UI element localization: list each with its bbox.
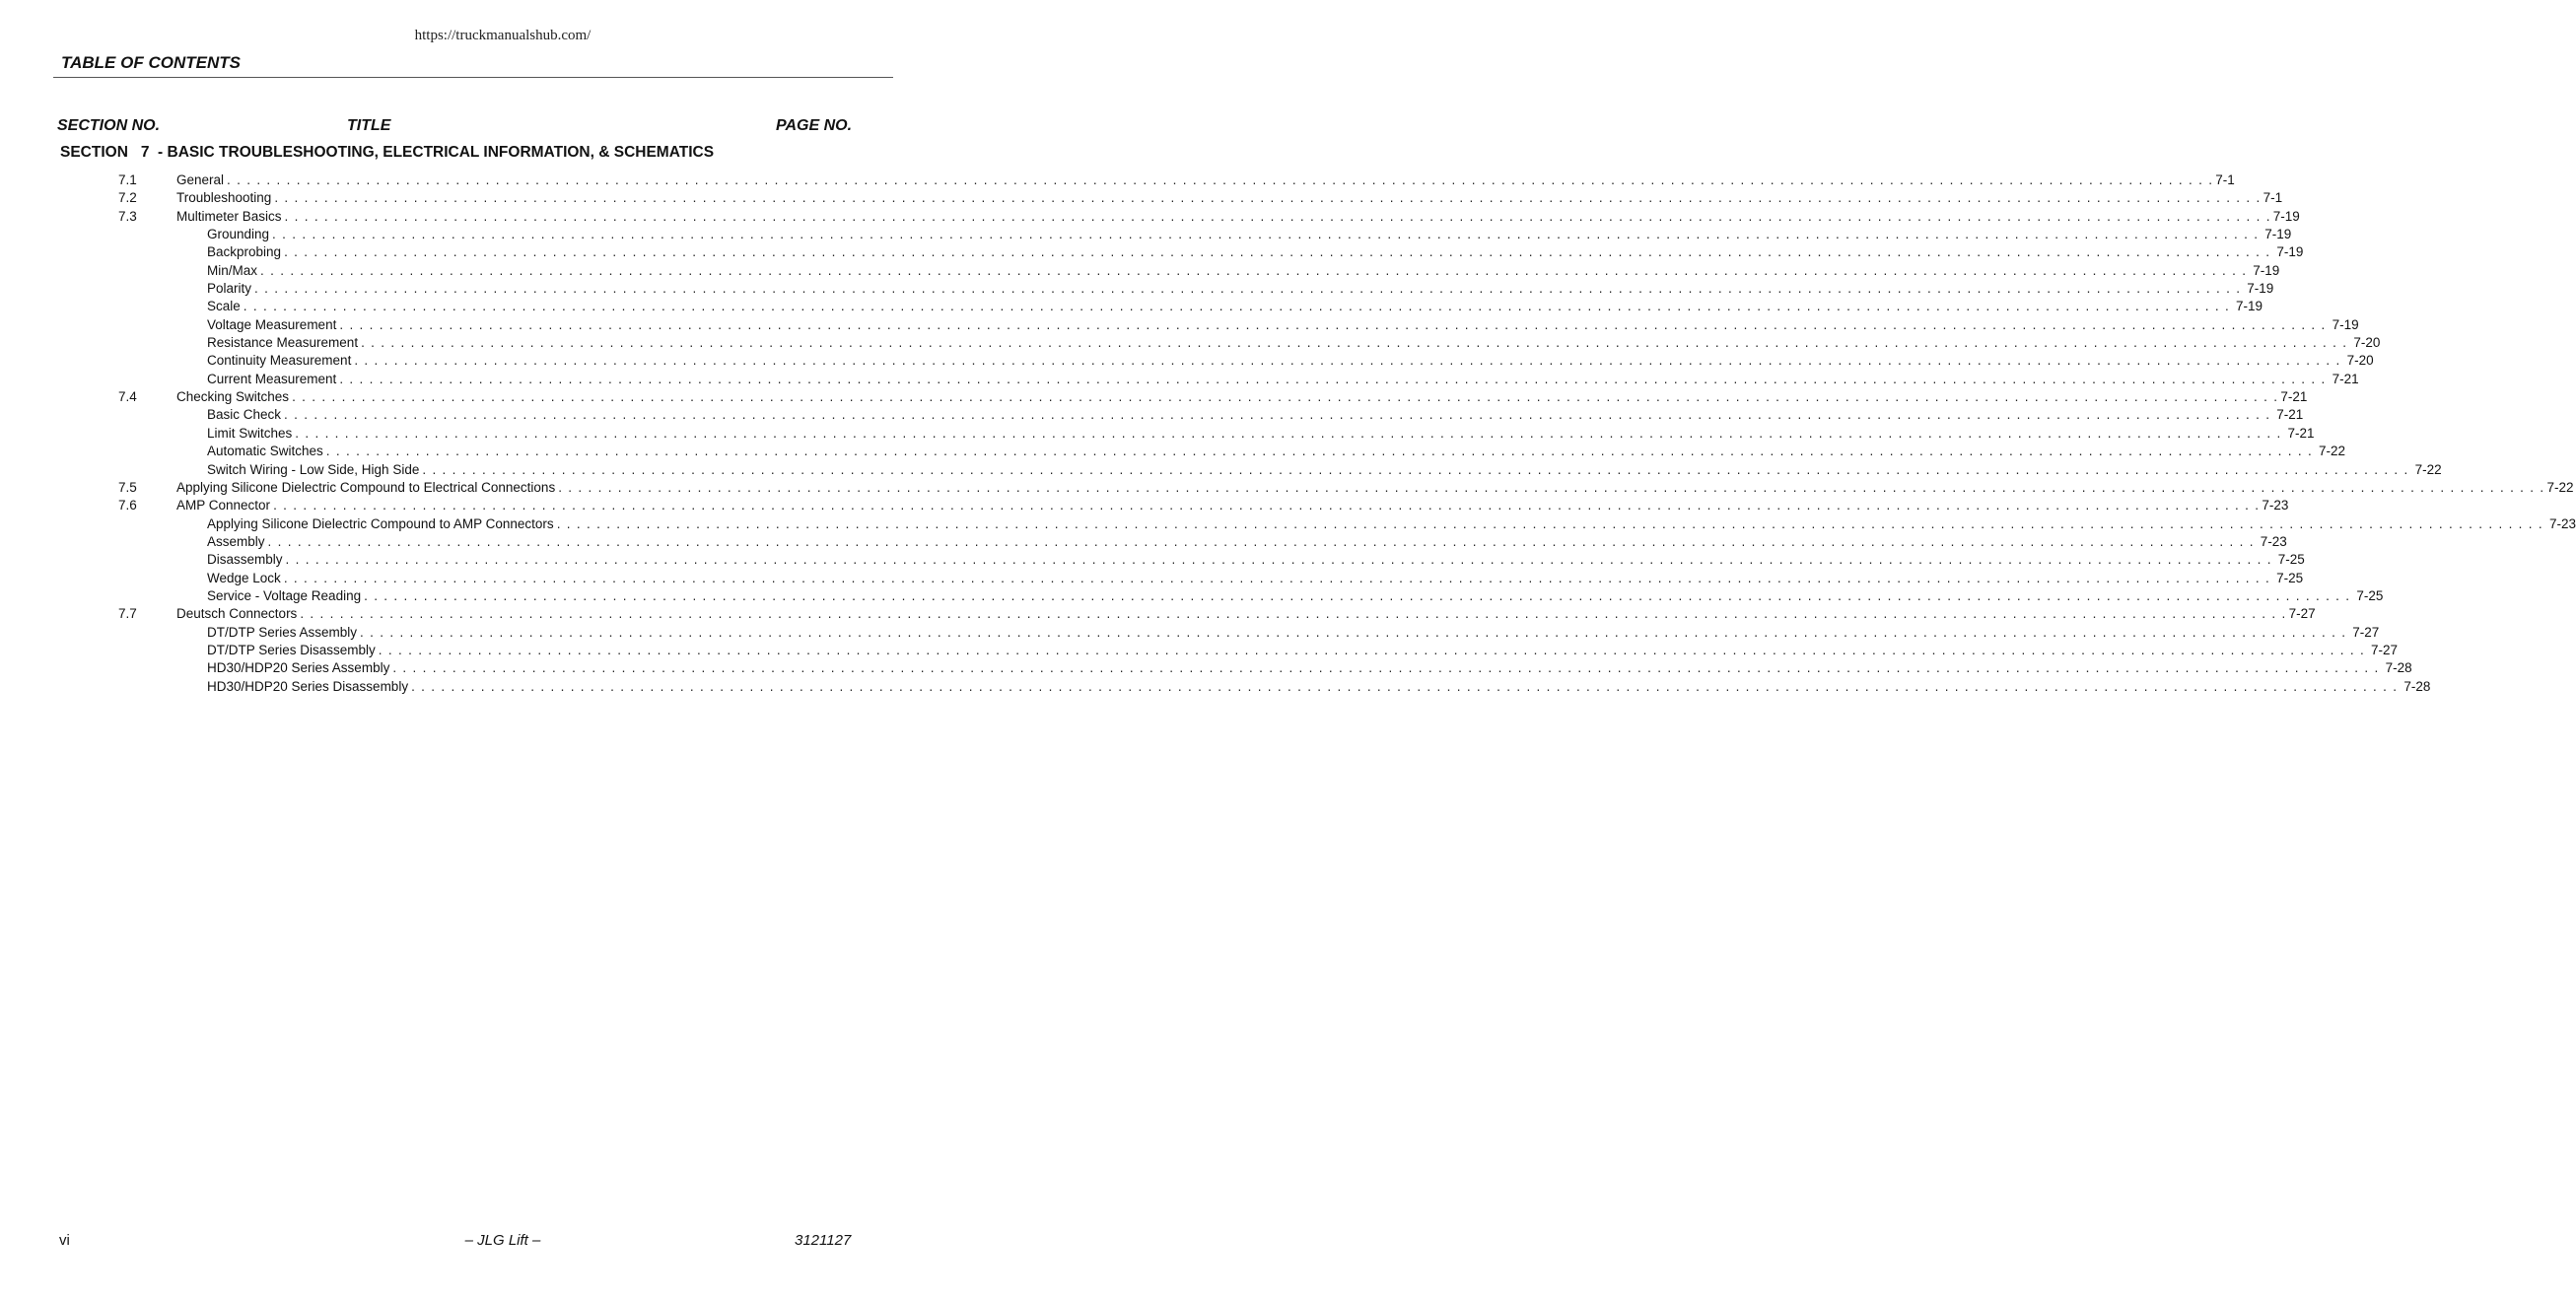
toc-entry-title: AMP Connector (176, 498, 271, 514)
dot-leader: . . . . . . . . . . . . . . . . . . . . . . . . . . . . . . . . . . . . . . . . . . . . . . . . . . . . . . . . . . . . . . . . . . . . . . . . . . . . . . . . . . . . . . . . . . . . . . . . . . . . . . . . . . . . . . . . . . . . . . . . . . . . . . . . . . . . . . . . . . . . . . . . . . . . . . . . . . . . . . . . . . . . . . . . . . . . . . . . . . . . . . . . . . . . . . . . . . . . . . . . (295, 425, 2282, 441)
toc-entry (0, 189, 2283, 207)
toc-entry-line (207, 334, 2381, 352)
footer-page-number: vi (59, 1232, 70, 1249)
toc-entry (0, 659, 2412, 677)
toc-entry (0, 642, 2399, 659)
toc-entry-line (207, 352, 2374, 370)
toc-entry-title: Switch Wiring - Low Side, High Side (207, 461, 420, 477)
toc-entry (0, 371, 2359, 388)
toc-entry-page: 7-25 (2276, 570, 2304, 585)
toc-entry (0, 388, 2308, 406)
toc-entry-page: 7-19 (2332, 316, 2359, 332)
toc-list (0, 171, 2576, 696)
column-header-section: SECTION NO. (57, 117, 161, 134)
source-url: https://truckmanualshub.com/ (414, 28, 592, 43)
toc-entry-number: 7.3 (118, 208, 137, 224)
toc-entry-page: 7-19 (2253, 262, 2280, 278)
toc-entry-line (207, 406, 2304, 424)
toc-entry-line (207, 533, 2287, 551)
toc-entry (0, 551, 2305, 569)
toc-entry-title: Backprobing (207, 244, 282, 260)
toc-entry-title: Deutsch Connectors (176, 606, 298, 622)
column-header-page: PAGE NO. (776, 117, 853, 134)
toc-entry-title: Wedge Lock (207, 570, 281, 585)
dot-leader: . . . . . . . . . . . . . . . . . . . . . . . . . . . . . . . . . . . . . . . . . . . . . . . . . . . . . . . . . . . . . . . . . . . . . . . . . . . . . . . . . . . . . . . . . . . . . . . . . . . . . . . . . . . . . . . . . . . . . . . . . . . . . . . . . . . . . . . . . . . . . . . . . . . . . . . . . . . . . . . . . . . . . . . . . . . . . . . . . . . . . . . . . . . . . . . . . . . . . . . . (284, 407, 2271, 423)
toc-entry (0, 171, 2235, 189)
toc-entry-title: Continuity Measurement (207, 353, 352, 369)
toc-entry (0, 280, 2274, 298)
toc-entry-title: Assembly (207, 533, 265, 549)
dot-leader: . . . . . . . . . . . . . . . . . . . . . . . . . . . . . . . . . . . . . . . . . . . . . . . . . . . . . . . . . . . . . . . . . . . . . . . . . . . . . . . . . . . . . . . . . . . . . . . . . . . . . . . . . . . . . . . . . . . . . . . . . . . . . . . . . . . . . . . . . . . . . . . . . . . . . . . . . . . . . . . . . . . . . . . . . . . . . . . . . . . . . . . . . . . . . . . . . . . . . . . . (285, 552, 2272, 568)
toc-entry-line (207, 262, 2280, 280)
toc-entry-line (207, 371, 2359, 388)
toc-entry-title: DT/DTP Series Assembly (207, 624, 358, 640)
toc-entry-page: 7-21 (2276, 407, 2304, 423)
toc-entry (0, 316, 2359, 334)
toc-entry-page: 7-19 (2272, 208, 2300, 224)
toc-entry-title: HD30/HDP20 Series Assembly (207, 660, 390, 676)
toc-entry (0, 461, 2442, 479)
toc-entry-line (207, 659, 2412, 677)
toc-entry-page: 7-27 (2288, 606, 2316, 622)
toc-entry (0, 443, 2346, 460)
toc-entry-title: General (176, 172, 225, 187)
toc-entry (0, 479, 2574, 497)
toc-entry-page: 7-27 (2352, 624, 2380, 640)
toc-entry-line (176, 388, 2308, 406)
toc-entry-line (207, 570, 2304, 587)
toc-entry-title: Disassembly (207, 552, 283, 568)
toc-entry-line (176, 479, 2574, 497)
toc-entry-line (207, 461, 2442, 479)
toc-entry-title: Current Measurement (207, 371, 337, 386)
dot-leader: . . . . . . . . . . . . . . . . . . . . . . . . . . . . . . . . . . . . . . . . . . . . . . . . . . . . . . . . . . . . . . . . . . . . . . . . . . . . . . . . . . . . . . . . . . . . . . . . . . . . . . . . . . . . . . . . . . . . . . . . . . . . . . . . . . . . . . . . . . . . . . . . . . . . . . . . . . . . . . . . . . . . . . . . . . . . . . . . . . . . . . . . . . . . . . . . . . . . . . . . (422, 461, 2409, 477)
dot-leader: . . . . . . . . . . . . . . . . . . . . . . . . . . . . . . . . . . . . . . . . . . . . . . . . . . . . . . . . . . . . . . . . . . . . . . . . . . . . . . . . . . . . . . . . . . . . . . . . . . . . . . . . . . . . . . . . . . . . . . . . . . . . . . . . . . . . . . . . . . . . . . . . . . . . . . . . . . . . . . . . . . . . . . . . . . . . . . . . . . . . . . . . . . . . . . . . . . . . . . . . (267, 533, 2255, 549)
dot-leader: . . . . . . . . . . . . . . . . . . . . . . . . . . . . . . . . . . . . . . . . . . . . . . . . . . . . . . . . . . . . . . . . . . . . . . . . . . . . . . . . . . . . . . . . . . . . . . . . . . . . . . . . . . . . . . . . . . . . . . . . . . . . . . . . . . . . . . . . . . . . . . . . . . . . . . . . . . . . . . . . . . . . . . . . . . . . . . . . . . . . . . . . . . . . . . . . . . . . . . . . (339, 371, 2327, 386)
toc-entry-line (176, 208, 2300, 226)
toc-entry-page: 7-23 (2548, 515, 2576, 531)
dot-leader: . . . . . . . . . . . . . . . . . . . . . . . . . . . . . . . . . . . . . . . . . . . . . . . . . . . . . . . . . . . . . . . . . . . . . . . . . . . . . . . . . . . . . . . . . . . . . . . . . . . . . . . . . . . . . . . . . . . . . . . . . . . . . . . . . . . . . . . . . . . . . . . . . . . . . . . . . . . . . . . . . . . . . . . . . . . . . . . . . . . . . . . . . . . . . . . . . . . . . . . . (243, 299, 2231, 314)
toc-entry-page: 7-19 (2247, 281, 2274, 297)
dot-leader: . . . . . . . . . . . . . . . . . . . . . . . . . . . . . . . . . . . . . . . . . . . . . . . . . . . . . . . . . . . . . . . . . . . . . . . . . . . . . . . . . . . . . . . . . . . . . . . . . . . . . . . . . . . . . . . . . . . . . . . . . . . . . . . . . . . . . . . . . . . . . . . . . . . . . . . . . . . . . . . . . . . . . . . . . . . . . . . . . . . . . . . . . . . . . . . . . . . . . . . . (354, 353, 2341, 369)
toc-entry (0, 208, 2300, 226)
dot-leader: . . . . . . . . . . . . . . . . . . . . . . . . . . . . . . . . . . . . . . . . . . . . . . . . . . . . . . . . . . . . . . . . . . . . . . . . . . . . . . . . . . . . . . . . . . . . . . . . . . . . . . . . . . . . . . . . . . . . . . . . . . . . . . . . . . . . . . . . . . . . . . . . . . . . . . . . . . . . . . . . . . . . . . . . . . . . . . . . . . . . . . . . . . . . . . . . . . . . . . . . (392, 660, 2380, 676)
toc-entry (0, 497, 2289, 514)
toc-entry-title: Checking Switches (176, 389, 290, 405)
toc-entry (0, 425, 2315, 443)
dot-leader: . . . . . . . . . . . . . . . . . . . . . . . . . . . . . . . . . . . . . . . . . . . . . . . . . . . . . . . . . . . . . . . . . . . . . . . . . . . . . . . . . . . . . . . . . . . . . . . . . . . . . . . . . . . . . . . . . . . . . . . . . . . . . . . . . . . . . . . . . . . . . . . . . . . . . . . . . . . . . . . . . . . . . . . . . . . . . . . . . . . . . . . . . . . . . . . . . . . . . . . . (411, 678, 2399, 694)
toc-entry-title: DT/DTP Series Disassembly (207, 642, 376, 657)
toc-entry-page: 7-27 (2371, 642, 2399, 657)
dot-leader: . . . . . . . . . . . . . . . . . . . . . . . . . . . . . . . . . . . . . . . . . . . . . . . . . . . . . . . . . . . . . . . . . . . . . . . . . . . . . . . . . . . . . . . . . . . . . . . . . . . . . . . . . . . . . . . . . . . . . . . . . . . . . . . . . . . . . . . . . . . . . . . . . . . . . . . . . . . . . . . . . . . . . . . . . . . . . . . . . . . . . . . . . . . . . . . . . . . . . . . . (364, 587, 2351, 603)
toc-entry-line (176, 171, 2235, 189)
toc-entry (0, 226, 2292, 243)
dot-leader: . . . . . . . . . . . . . . . . . . . . . . . . . . . . . . . . . . . . . . . . . . . . . . . . . . . . . . . . . . . . . . . . . . . . . . . . . . . . . . . . . . . . . . . . . . . . . . . . . . . . . . . . . . . . . . . . . . . . . . . . . . . . . . . . . . . . . . . . . . . . . . . . . . . . . . . . . . . . . . . . . . . . . . . . . . . . . . . . . . . . . . . . . . . . . . . . . . . . . . . . (556, 515, 2543, 531)
toc-entry-title: Voltage Measurement (207, 316, 337, 332)
dot-leader: . . . . . . . . . . . . . . . . . . . . . . . . . . . . . . . . . . . . . . . . . . . . . . . . . . . . . . . . . . . . . . . . . . . . . . . . . . . . . . . . . . . . . . . . . . . . . . . . . . . . . . . . . . . . . . . . . . . . . . . . . . . . . . . . . . . . . . . . . . . . . . . . . . . . . . . . . . . . . . . . . . . . . . . . . . . . . . . . . . . . . . . . . . . . . . . . . . . . . . . . (300, 606, 2287, 622)
toc-entry-line (207, 515, 2576, 533)
dot-leader: . . . . . . . . . . . . . . . . . . . . . . . . . . . . . . . . . . . . . . . . . . . . . . . . . . . . . . . . . . . . . . . . . . . . . . . . . . . . . . . . . . . . . . . . . . . . . . . . . . . . . . . . . . . . . . . . . . . . . . . . . . . . . . . . . . . . . . . . . . . . . . . . . . . . . . . . . . . . . . . . . . . . . . . . . . . . . . . . . . . . . . . . . . . . . . . . . . . . . . . . (283, 570, 2271, 585)
toc-entry-page: 7-22 (2414, 461, 2442, 477)
toc-entry-page: 7-23 (2262, 498, 2289, 514)
toc-entry-page: 7-22 (2546, 479, 2574, 495)
toc-entry-number: 7.1 (118, 172, 137, 187)
dot-leader: . . . . . . . . . . . . . . . . . . . . . . . . . . . . . . . . . . . . . . . . . . . . . . . . . . . . . . . . . . . . . . . . . . . . . . . . . . . . . . . . . . . . . . . . . . . . . . . . . . . . . . . . . . . . . . . . . . . . . . . . . . . . . . . . . . . . . . . . . . . . . . . . . . . . . . . . . . . . . . . . . . . . . . . . . . . . . . . . . . . . . . . . . . . . . . . . . . . . . . . . (558, 479, 2545, 495)
toc-entry (0, 533, 2287, 551)
toc-entry-page: 7-25 (2356, 587, 2384, 603)
toc-entry-line (207, 624, 2380, 642)
toc-entry-line (176, 605, 2316, 623)
toc-entry-line (207, 316, 2359, 334)
toc-entry-page: 7-28 (2403, 678, 2431, 694)
toc-entry (0, 406, 2304, 424)
toc-entry-page: 7-19 (2264, 227, 2292, 242)
toc-entry-line (207, 226, 2292, 243)
dot-leader: . . . . . . . . . . . . . . . . . . . . . . . . . . . . . . . . . . . . . . . . . . . . . . . . . . . . . . . . . . . . . . . . . . . . . . . . . . . . . . . . . . . . . . . . . . . . . . . . . . . . . . . . . . . . . . . . . . . . . . . . . . . . . . . . . . . . . . . . . . . . . . . . . . . . . . . . . . . . . . . . . . . . . . . . . . . . . . . . . . . . . . . . . . . . . . . . . . . . . . . . (360, 624, 2347, 640)
toc-entry-title: Service - Voltage Reading (207, 587, 362, 603)
toc-entry (0, 262, 2280, 280)
toc-entry-page: 7-19 (2276, 244, 2304, 260)
toc-entry-line (207, 551, 2305, 569)
toc-entry-title: Applying Silicone Dielectric Compound to AMP Connectors (207, 515, 554, 531)
toc-entry (0, 678, 2431, 696)
toc-entry-title: Polarity (207, 281, 252, 297)
toc-entry-title: Grounding (207, 227, 270, 242)
toc-entry (0, 587, 2384, 605)
toc-entry-title: Automatic Switches (207, 444, 323, 459)
page-title: TABLE OF CONTENTS (61, 53, 241, 72)
toc-entry-page: 7-23 (2260, 533, 2287, 549)
toc-entry-page: 7-1 (2215, 172, 2235, 187)
toc-entry-title: Troubleshooting (176, 190, 272, 206)
column-header-title: TITLE (347, 117, 391, 134)
toc-entry (0, 352, 2374, 370)
toc-entry (0, 515, 2576, 533)
dot-leader: . . . . . . . . . . . . . . . . . . . . . . . . . . . . . . . . . . . . . . . . . . . . . . . . . . . . . . . . . . . . . . . . . . . . . . . . . . . . . . . . . . . . . . . . . . . . . . . . . . . . . . . . . . . . . . . . . . . . . . . . . . . . . . . . . . . . . . . . . . . . . . . . . . . . . . . . . . . . . . . . . . . . . . . . . . . . . . . . . . . . . . . . . . . . . . . . . . . . . . . . (339, 316, 2327, 332)
dot-leader: . . . . . . . . . . . . . . . . . . . . . . . . . . . . . . . . . . . . . . . . . . . . . . . . . . . . . . . . . . . . . . . . . . . . . . . . . . . . . . . . . . . . . . . . . . . . . . . . . . . . . . . . . . . . . . . . . . . . . . . . . . . . . . . . . . . . . . . . . . . . . . . . . . . . . . . . . . . . . . . . . . . . . . . . . . . . . . . . . . . . . . . . . . . . . . . . . . . . . . . . (378, 642, 2366, 657)
footer-doc-number: 3121127 (795, 1232, 852, 1249)
toc-entry (0, 298, 2263, 315)
toc-entry-title: Multimeter Basics (176, 208, 282, 224)
dot-leader: . . . . . . . . . . . . . . . . . . . . . . . . . . . . . . . . . . . . . . . . . . . . . . . . . . . . . . . . . . . . . . . . . . . . . . . . . . . . . . . . . . . . . . . . . . . . . . . . . . . . . . . . . . . . . . . . . . . . . . . . . . . . . . . . . . . . . . . . . . . . . . . . . . . . . . . . . . . . . . . . . . . . . . . . . . . . . . . . . . . . . . . . . . . . . . . . . . . . . . . . (272, 227, 2260, 242)
toc-entry-title: Scale (207, 299, 241, 314)
dot-leader: . . . . . . . . . . . . . . . . . . . . . . . . . . . . . . . . . . . . . . . . . . . . . . . . . . . . . . . . . . . . . . . . . . . . . . . . . . . . . . . . . . . . . . . . . . . . . . . . . . . . . . . . . . . . . . . . . . . . . . . . . . . . . . . . . . . . . . . . . . . . . . . . . . . . . . . . . . . . . . . . . . . . . . . . . . . . . . . . . . . . . . . . . . . . . . . . . . . . . . . . (292, 389, 2279, 405)
toc-entry-line (207, 425, 2315, 443)
toc-entry-page: 7-20 (2346, 353, 2374, 369)
dot-leader: . . . . . . . . . . . . . . . . . . . . . . . . . . . . . . . . . . . . . . . . . . . . . . . . . . . . . . . . . . . . . . . . . . . . . . . . . . . . . . . . . . . . . . . . . . . . . . . . . . . . . . . . . . . . . . . . . . . . . . . . . . . . . . . . . . . . . . . . . . . . . . . . . . . . . . . . . . . . . . . . . . . . . . . . . . . . . . . . . . . . . . . . . . . . . . . . . . . . . . . . (284, 208, 2271, 224)
toc-entry-page: 7-21 (2287, 425, 2315, 441)
footer-publisher: – JLG Lift – (464, 1232, 541, 1249)
toc-entry (0, 624, 2380, 642)
toc-entry-page: 7-28 (2385, 660, 2412, 676)
toc-entry-title: Min/Max (207, 262, 258, 278)
dot-leader: . . . . . . . . . . . . . . . . . . . . . . . . . . . . . . . . . . . . . . . . . . . . . . . . . . . . . . . . . . . . . . . . . . . . . . . . . . . . . . . . . . . . . . . . . . . . . . . . . . . . . . . . . . . . . . . . . . . . . . . . . . . . . . . . . . . . . . . . . . . . . . . . . . . . . . . . . . . . . . . . . . . . . . . . . . . . . . . . . . . . . . . . . . . . . . . . . . . . . . . . (274, 190, 2262, 206)
dot-leader: . . . . . . . . . . . . . . . . . . . . . . . . . . . . . . . . . . . . . . . . . . . . . . . . . . . . . . . . . . . . . . . . . . . . . . . . . . . . . . . . . . . . . . . . . . . . . . . . . . . . . . . . . . . . . . . . . . . . . . . . . . . . . . . . . . . . . . . . . . . . . . . . . . . . . . . . . . . . . . . . . . . . . . . . . . . . . . . . . . . . . . . . . . . . . . . . . . . . . . . . (325, 444, 2314, 459)
header-divider (53, 77, 893, 78)
dot-leader: . . . . . . . . . . . . . . . . . . . . . . . . . . . . . . . . . . . . . . . . . . . . . . . . . . . . . . . . . . . . . . . . . . . . . . . . . . . . . . . . . . . . . . . . . . . . . . . . . . . . . . . . . . . . . . . . . . . . . . . . . . . . . . . . . . . . . . . . . . . . . . . . . . . . . . . . . . . . . . . . . . . . . . . . . . . . . . . . . . . . . . . . . . . . . . . . . . . . . . . . (260, 262, 2248, 278)
dot-leader: . . . . . . . . . . . . . . . . . . . . . . . . . . . . . . . . . . . . . . . . . . . . . . . . . . . . . . . . . . . . . . . . . . . . . . . . . . . . . . . . . . . . . . . . . . . . . . . . . . . . . . . . . . . . . . . . . . . . . . . . . . . . . . . . . . . . . . . . . . . . . . . . . . . . . . . . . . . . . . . . . . . . . . . . . . . . . . . . . . . . . . . . . . . . . . . . . . . . . . . . (273, 498, 2261, 514)
dot-leader: . . . . . . . . . . . . . . . . . . . . . . . . . . . . . . . . . . . . . . . . . . . . . . . . . . . . . . . . . . . . . . . . . . . . . . . . . . . . . . . . . . . . . . . . . . . . . . . . . . . . . . . . . . . . . . . . . . . . . . . . . . . . . . . . . . . . . . . . . . . . . . . . . . . . . . . . . . . . . . . . . . . . . . . . . . . . . . . . . . . . . . . . . . . . . . . . . . . . . . . . (254, 281, 2242, 297)
toc-entry-title: Limit Switches (207, 425, 293, 441)
dot-leader: . . . . . . . . . . . . . . . . . . . . . . . . . . . . . . . . . . . . . . . . . . . . . . . . . . . . . . . . . . . . . . . . . . . . . . . . . . . . . . . . . . . . . . . . . . . . . . . . . . . . . . . . . . . . . . . . . . . . . . . . . . . . . . . . . . . . . . . . . . . . . . . . . . . . . . . . . . . . . . . . . . . . . . . . . . . . . . . . . . . . . . . . . . . . . . . . . . . . . . . . (227, 172, 2214, 187)
toc-entry-line (207, 642, 2399, 659)
toc-entry-page: 7-1 (2263, 190, 2283, 206)
toc-entry-title: Basic Check (207, 407, 282, 423)
toc-entry-title: Resistance Measurement (207, 335, 359, 351)
toc-entry-title: Applying Silicone Dielectric Compound to Electrical Connections (176, 479, 556, 495)
dot-leader: . . . . . . . . . . . . . . . . . . . . . . . . . . . . . . . . . . . . . . . . . . . . . . . . . . . . . . . . . . . . . . . . . . . . . . . . . . . . . . . . . . . . . . . . . . . . . . . . . . . . . . . . . . . . . . . . . . . . . . . . . . . . . . . . . . . . . . . . . . . . . . . . . . . . . . . . . . . . . . . . . . . . . . . . . . . . . . . . . . . . . . . . . . . . . . . . . . . . . . . . (284, 244, 2271, 260)
toc-entry-title: HD30/HDP20 Series Disassembly (207, 678, 409, 694)
toc-entry-line (207, 280, 2274, 298)
toc-entry-page: 7-20 (2353, 335, 2381, 351)
toc-entry-number: 7.4 (118, 389, 137, 405)
toc-entry-line (176, 497, 2289, 514)
dot-leader: . . . . . . . . . . . . . . . . . . . . . . . . . . . . . . . . . . . . . . . . . . . . . . . . . . . . . . . . . . . . . . . . . . . . . . . . . . . . . . . . . . . . . . . . . . . . . . . . . . . . . . . . . . . . . . . . . . . . . . . . . . . . . . . . . . . . . . . . . . . . . . . . . . . . . . . . . . . . . . . . . . . . . . . . . . . . . . . . . . . . . . . . . . . . . . . . . . . . . . . . (361, 335, 2348, 351)
toc-entry-line (207, 587, 2384, 605)
toc-entry (0, 334, 2381, 352)
toc-entry (0, 605, 2316, 623)
toc-entry-line (207, 678, 2431, 696)
toc-entry-page: 7-21 (2280, 389, 2308, 405)
toc-entry-number: 7.6 (118, 498, 137, 514)
toc-entry-number: 7.5 (118, 479, 137, 495)
toc-entry-line (207, 298, 2263, 315)
toc-entry-page: 7-21 (2332, 371, 2359, 386)
toc-entry (0, 570, 2304, 587)
toc-entry-line (176, 189, 2283, 207)
toc-entry-page: 7-22 (2319, 444, 2346, 459)
toc-entry-number: 7.7 (118, 606, 137, 622)
toc-entry-number: 7.2 (118, 190, 137, 206)
toc-entry (0, 243, 2304, 261)
section-heading: SECTION 7 - BASIC TROUBLESHOOTING, ELECTRICAL INFORMATION, & SCHEMATICS (60, 144, 715, 161)
toc-entry-page: 7-25 (2277, 552, 2305, 568)
toc-entry-line (207, 243, 2304, 261)
toc-entry-page: 7-19 (2236, 299, 2263, 314)
toc-entry-line (207, 443, 2346, 460)
